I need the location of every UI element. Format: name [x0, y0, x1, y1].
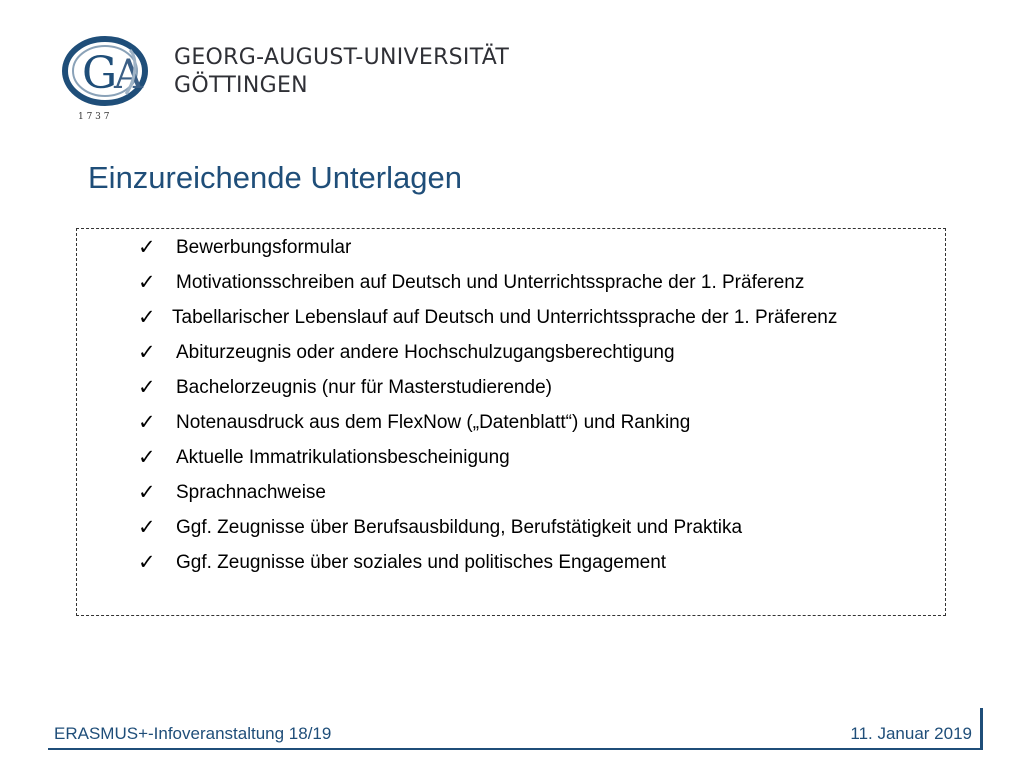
- list-item: [132, 551, 932, 575]
- list-item-text: Bewerbungsformular: [176, 237, 352, 258]
- list-item-text: Abiturzeugnis oder andere Hochschulzugangsberechtigung: [176, 342, 675, 363]
- list-item: [132, 411, 932, 435]
- slide-title: Einzureichende Unterlagen: [88, 160, 462, 195]
- footer-date: 11. Januar 2019: [850, 724, 972, 743]
- svg-text:G: G: [82, 48, 118, 99]
- checkmark-icon: ✓: [138, 410, 156, 434]
- checkmark-icon: ✓: [138, 235, 156, 259]
- list-item-text: Ggf. Zeugnisse über Berufsausbildung, Berufstätigkeit und Praktika: [176, 517, 743, 538]
- svg-text:A: A: [114, 52, 143, 98]
- university-name: [174, 44, 509, 100]
- list-item: [132, 236, 932, 260]
- list-item: [132, 341, 932, 365]
- list-item: [132, 516, 932, 540]
- checkmark-icon: ✓: [138, 515, 156, 539]
- logo-year: 1 7 3 7: [78, 112, 110, 122]
- list-item-text: Tabellarischer Lebenslauf auf Deutsch und Unterrichtssprache der 1. Präferenz: [172, 307, 838, 328]
- list-item-text: Notenausdruck aus dem FlexNow („Datenblatt“) und Ranking: [176, 412, 691, 433]
- university-name-line1: GEORG-AUGUST-UNIVERSITÄT: [174, 45, 510, 70]
- university-logo: [60, 36, 170, 126]
- list-item-text: Bachelorzeugnis (nur für Masterstudierende): [176, 377, 552, 398]
- checkmark-icon: ✓: [138, 375, 156, 399]
- list-item-text: Motivationsschreiben auf Deutsch und Unterrichtssprache der 1. Präferenz: [176, 272, 805, 293]
- list-item-text: Ggf. Zeugnisse über soziales und politisches Engagement: [176, 552, 667, 573]
- list-item-text: Aktuelle Immatrikulationsbescheinigung: [176, 447, 510, 468]
- list-item: [132, 376, 932, 400]
- checkmark-icon: ✓: [138, 480, 156, 504]
- list-item: [132, 446, 932, 470]
- checkmark-icon: ✓: [138, 340, 156, 364]
- checkmark-icon: ✓: [138, 445, 156, 469]
- checkmark-icon: ✓: [138, 305, 156, 329]
- document-checklist: [132, 236, 932, 586]
- checkmark-icon: ✓: [138, 270, 156, 294]
- footer-event-name: ERASMUS+-Infoveranstaltung 18/19: [54, 724, 332, 743]
- university-name-line2: GÖTTINGEN: [174, 73, 308, 98]
- list-item-text: Sprachnachweise: [176, 482, 326, 503]
- list-item: [132, 271, 932, 295]
- list-item: [132, 481, 932, 505]
- list-item: [132, 306, 932, 330]
- checkmark-icon: ✓: [138, 550, 156, 574]
- footer-divider: [48, 748, 982, 750]
- footer-bracket: [980, 708, 983, 750]
